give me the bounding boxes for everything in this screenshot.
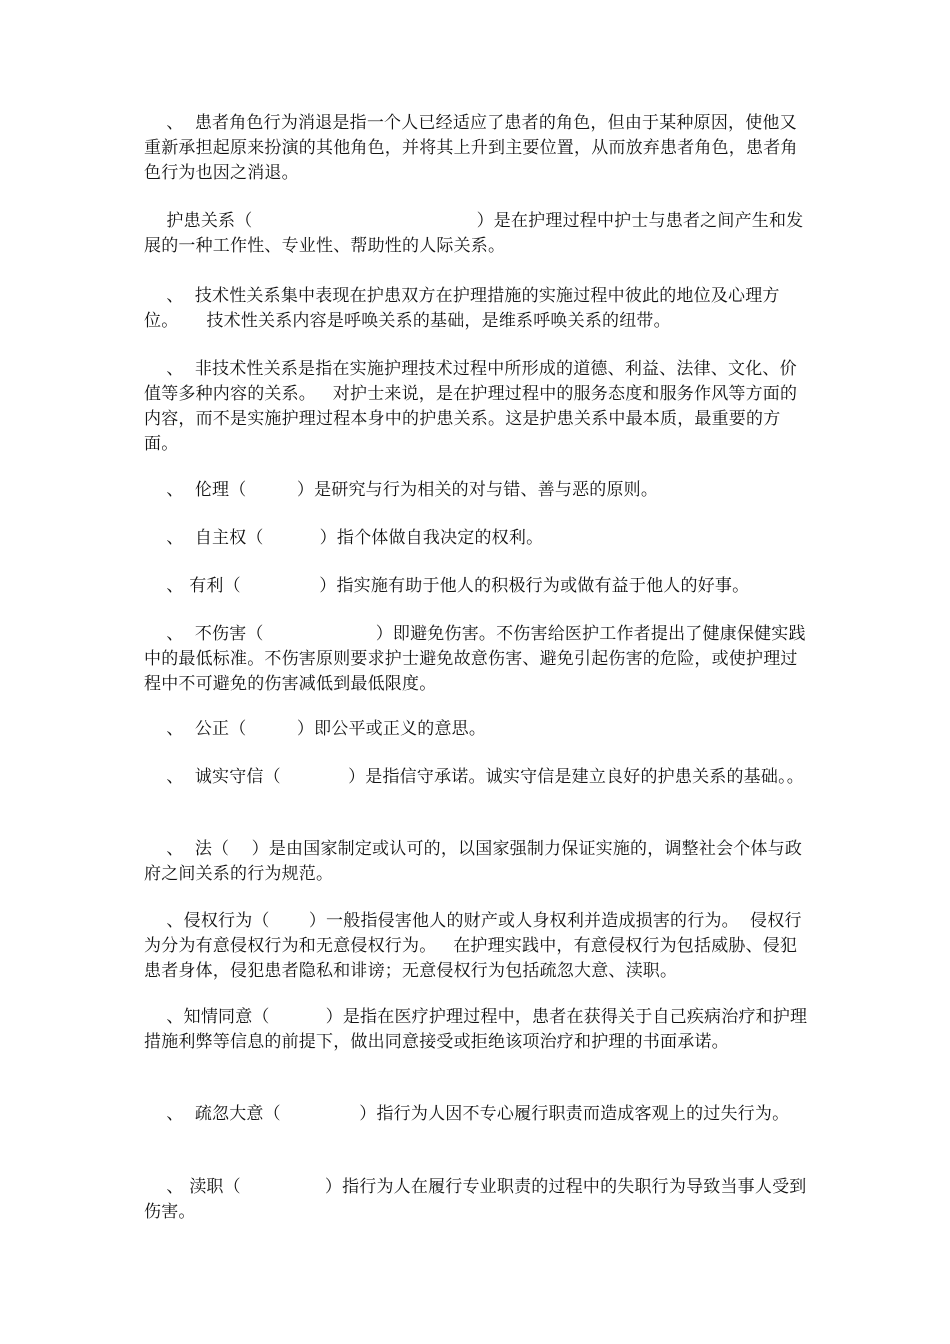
paragraph-informed-consent: 、知情同意（ ）是指在医疗护理过程中，患者在获得关于自己疾病治疗和护理措施利弊等信息的前提下，做出同意接受或拒绝该项治疗和护理的书面承诺。: [144, 1007, 808, 1052]
paragraph-ethics: 、 伦理（ ）是研究与行为相关的对与错、善与恶的原则。: [144, 480, 659, 500]
paragraph-malpractice: 、 渎职（ ）指行为人在履行专业职责的过程中的失职行为导致当事人受到伤害。: [144, 1177, 807, 1222]
paragraph-negligence: 、 疏忽大意（ ）指行为人因不专心履行职责而造成客观上的过失行为。: [144, 1104, 790, 1124]
paragraph-non-maleficence: 、 不伤害（ ）即避免伤害。不伤害给医护工作者提出了健康保健实践中的最低标准。不伤害原则要求护士避免故意伤害、避免引起伤害的危险，或使护理过程中不可避免的伤害减低到最低限度。: [144, 624, 806, 694]
paragraph-technical-relationship: 、 技术性关系集中表现在护患双方在护理措施的实施过程中彼此的地位及心理方位。 技术性关系内容是呼唤关系的基础，是维系呼唤关系的纽带。: [144, 286, 780, 331]
paragraph-patient-role-regression: 、 患者角色行为消退是指一个人已经适应了患者的角色，但由于某种原因，使他又重新承担起原来扮演的其他角色，并将其上升到主要位置，从而放弃患者角色，患者角色行为也因之消退。: [144, 113, 798, 183]
paragraph-justice: 、 公正（ ）即公平或正义的意思。: [144, 719, 487, 739]
paragraph-non-technical-relationship: 、 非技术性关系是指在实施护理技术过程中所形成的道德、利益、法律、文化、价值等多种内容的关系。 对护士来说，是在护理过程中的服务态度和服务作风等方面的内容，而不是实施护理过程本身中的护患关系。这是护患关系中最本质，最重要的方面。: [144, 359, 798, 454]
paragraph-nurse-patient-relationship: 护患关系（ ）是在护理过程中护士与患者之间产生和发展的一种工作性、专业性、帮助性的人际关系。: [144, 211, 804, 256]
paragraph-autonomy: 、 自主权（ ）指个体做自我决定的权利。: [144, 528, 544, 548]
paragraph-beneficence: 、 有利（ ）指实施有助于他人的积极行为或做有益于他人的好事。: [144, 576, 750, 596]
paragraph-honesty: 、 诚实守信（ ）是指信守承诺。诚实守信是建立良好的护患关系的基础。。: [144, 767, 804, 787]
paragraph-law: 、 法（ ）是由国家制定或认可的，以国家强制力保证实施的，调整社会个体与政府之间关系的行为规范。: [144, 839, 803, 884]
paragraph-tort: 、侵权行为（ ）一般指侵害他人的财产或人身权利并造成损害的行为。 侵权行为分为有意侵权行为和无意侵权行为。 在护理实践中，有意侵权行为包括威胁、侵犯患者身体，侵犯患者隐私和诽谤；无意侵权行为包括疏忽大意、渎职。: [144, 911, 802, 981]
